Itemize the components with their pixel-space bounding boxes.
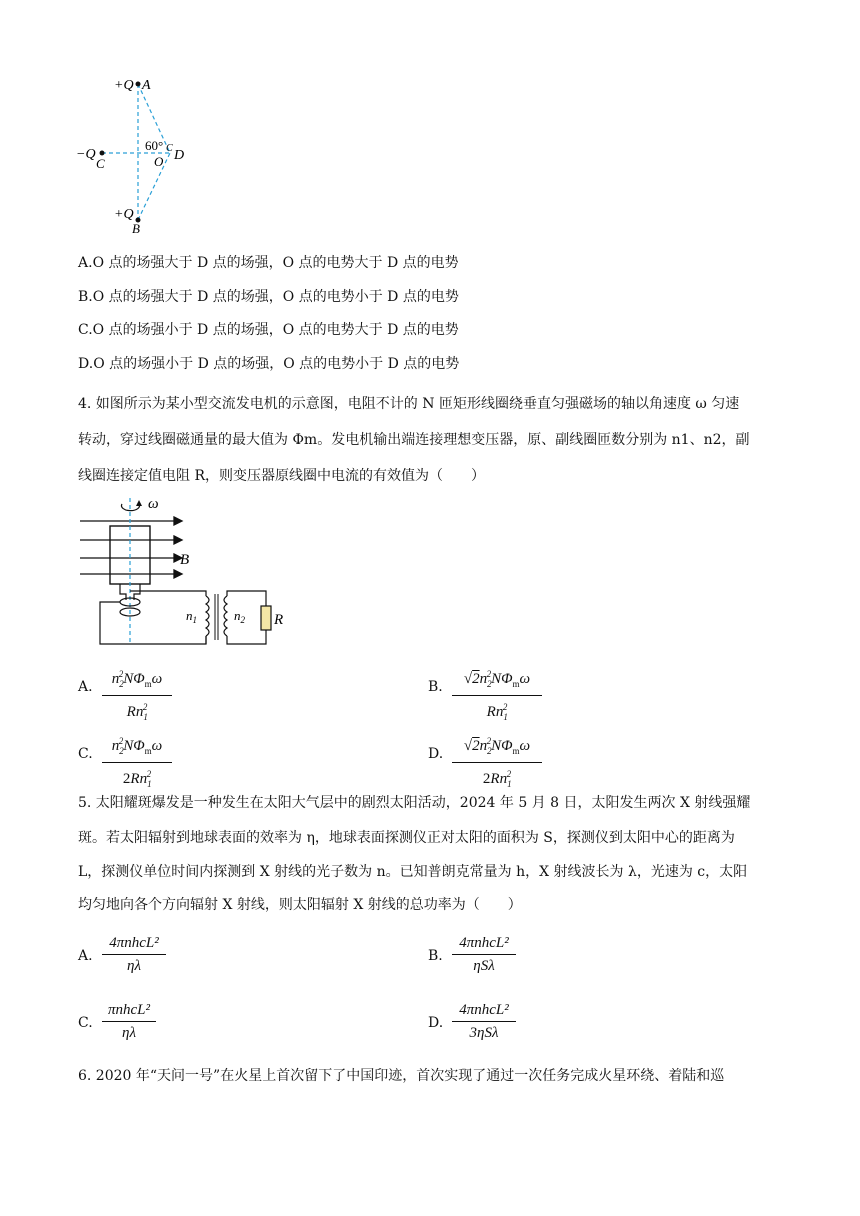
q3-option-d[interactable]	[78, 354, 459, 374]
formula-numerator: πnhcL²	[107, 1002, 150, 1018]
label-c-small: C	[166, 143, 173, 154]
option-text: O 点的场强大于 D 点的场强，O 点的电势小于 D 点的电势	[92, 289, 459, 305]
q4-option-a-formula[interactable]	[102, 665, 172, 726]
formula-numerator: $√2n_2^2N\Phi_m\omega$	[463, 736, 531, 756]
formula-numerator: $n_2^2N\Phi_m\omega$	[111, 669, 163, 689]
r-label: R	[274, 612, 284, 628]
q4-stem-line-1: 4. 如图所示为某小型交流发电机的示意图，电阻不计的 N 匝矩形线圈绕垂直匀强磁场的轴以角速度 ω 匀速	[78, 396, 740, 412]
q4-option-a-letter[interactable]: A.	[78, 679, 93, 695]
formula-denominator: ηλ	[122, 1025, 136, 1041]
q4-option-c-formula[interactable]	[102, 732, 172, 793]
option-letter: B.	[78, 289, 93, 305]
formula-denominator: $2Rn_1^2$	[482, 769, 512, 789]
q5-stem-line-2: 斑。若太阳辐射到地球表面的效率为 η，地球表面探测仪正对太阳的面积为 S，探测仪到太阳中心的距离为	[78, 830, 735, 846]
label-plus-q-b: +Q	[114, 207, 134, 222]
label-c-left: C	[96, 156, 105, 171]
q5-stem-line-3: L，探测仪单位时间内探测到 X 射线的光子数为 n。已知普朗克常量为 h，X 射线波长为 λ，光速为 c，太阳	[78, 864, 748, 880]
q5-option-d-letter[interactable]: D.	[428, 1015, 444, 1031]
formula-numerator: $√2n_2^2N\Phi_m\omega$	[463, 669, 531, 689]
charge-diagram	[70, 70, 230, 240]
q4-option-c-letter[interactable]: C.	[78, 746, 93, 762]
q4-option-b-letter[interactable]: B.	[428, 679, 443, 695]
formula-numerator: $n_2^2N\Phi_m\omega$	[111, 736, 163, 756]
q4-stem-line-3: 线圈连接定值电阻 R，则变压器原线圈中电流的有效值为（ ）	[78, 468, 485, 484]
q5-option-b-letter[interactable]: B.	[428, 948, 443, 964]
q4-option-d-letter[interactable]: D.	[428, 746, 444, 762]
label-angle: 60°	[145, 138, 164, 153]
q5-option-c-formula[interactable]	[102, 1001, 156, 1042]
formula-denominator: ηSλ	[473, 958, 495, 974]
q4-option-b-formula[interactable]	[452, 665, 542, 726]
resistor	[261, 606, 271, 630]
q5-option-a-letter[interactable]: A.	[78, 948, 93, 964]
label-plus-q-a: +Q	[114, 78, 134, 93]
option-letter: C.	[78, 322, 93, 338]
b-field-label: B	[180, 552, 190, 568]
formula-denominator: $Rn_1^2$	[486, 702, 508, 722]
formula-denominator: 3ηSλ	[469, 1025, 499, 1041]
label-minus-q: −Q	[76, 147, 96, 162]
formula-numerator: 4πnhcL²	[109, 935, 159, 951]
q4-option-d-formula[interactable]	[452, 732, 542, 793]
n2-label: $n_2$	[234, 608, 245, 625]
charge-c-dot	[100, 151, 105, 156]
q5-option-b-formula[interactable]	[452, 934, 516, 975]
q3-option-c[interactable]	[78, 320, 459, 340]
q4-stem-line-2: 转动，穿过线圈磁通量的最大值为 Φm。发电机输出端连接理想变压器，原、副线圈匝数分别为 n1、n2，副	[78, 432, 750, 448]
option-letter: D.	[78, 356, 94, 372]
n1-label: $n_1$	[186, 608, 197, 625]
formula-denominator: ηλ	[127, 958, 141, 974]
q5-stem-line-4: 均匀地向各个方向辐射 X 射线，则太阳辐射 X 射线的总功率为（ ）	[78, 897, 522, 913]
q5-option-d-formula[interactable]	[452, 1001, 516, 1042]
q5-option-a-formula[interactable]	[102, 934, 166, 975]
q3-option-b[interactable]	[78, 287, 459, 307]
label-a: A	[142, 78, 151, 93]
generator-diagram	[76, 494, 296, 650]
option-text: O 点的场强小于 D 点的场强，O 点的电势小于 D 点的电势	[93, 356, 460, 372]
formula-numerator: 4πnhcL²	[459, 935, 509, 951]
q3-option-a[interactable]	[78, 253, 459, 273]
option-text: O 点的场强小于 D 点的场强，O 点的电势大于 D 点的电势	[92, 322, 459, 338]
q5-option-c-letter[interactable]: C.	[78, 1015, 93, 1031]
charge-a-dot	[136, 82, 141, 87]
label-b: B	[132, 221, 140, 236]
label-d: D	[174, 148, 185, 163]
q6-stem-line-1: 6. 2020 年“天问一号”在火星上首次留下了中国印迹，首次实现了通过一次任务完成火星环绕、着陆和巡	[78, 1068, 725, 1084]
formula-denominator: $2Rn_1^2$	[122, 769, 152, 789]
option-text: O 点的场强大于 D 点的场强，O 点的电势大于 D 点的电势	[92, 255, 459, 271]
omega-label: ω	[148, 496, 159, 512]
label-o: O	[154, 154, 164, 169]
formula-numerator: 4πnhcL²	[459, 1002, 509, 1018]
option-letter: A.	[78, 255, 93, 271]
formula-denominator: $Rn_1^2$	[126, 702, 148, 722]
q5-stem-line-1: 5. 太阳耀斑爆发是一种发生在太阳大气层中的剧烈太阳活动，2024 年 5 月 8 日，太阳发生两次 X 射线强耀	[78, 795, 751, 811]
